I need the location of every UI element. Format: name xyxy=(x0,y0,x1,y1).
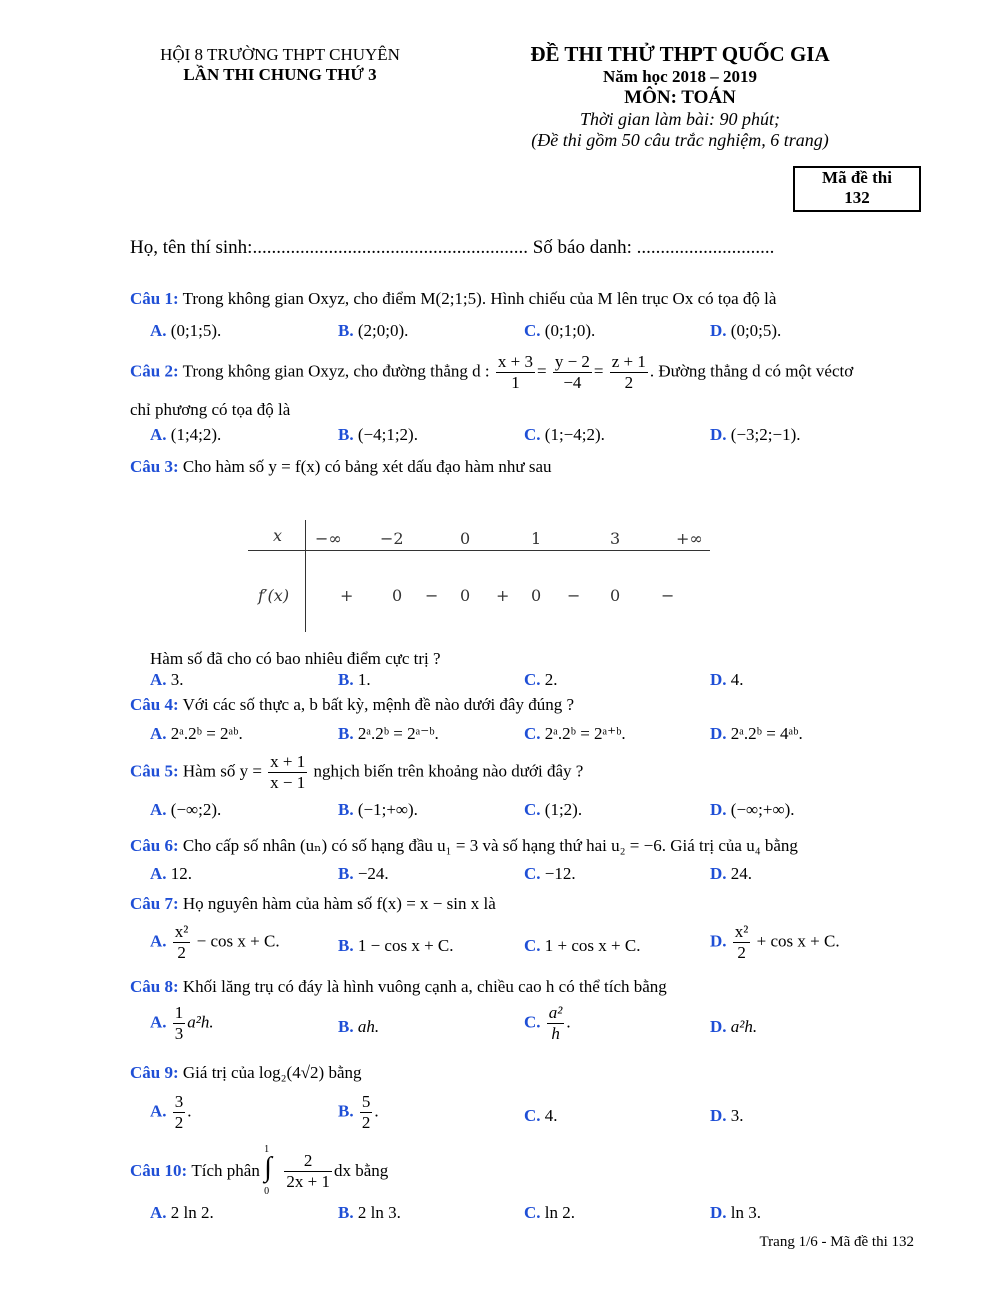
sign-table-sign: 0 xyxy=(460,586,471,605)
q5-option-c: C. (1;2). xyxy=(524,800,583,819)
question-6: Câu 6: Cho cấp số nhân (uₙ) có số hạng đầu u₁ = 3 và số hạng thứ hai u₂ = −6. Giá trị của u₄ bằng xyxy=(130,836,798,855)
q4-option-c: C. 2ᵃ.2ᵇ = 2ᵃ⁺ᵇ. xyxy=(524,724,626,743)
q2-option-d: D. (−3;2;−1). xyxy=(710,425,801,444)
question-3-prompt: Hàm số đã cho có bao nhiêu điểm cực trị ? xyxy=(150,649,441,668)
sign-table-point: +∞ xyxy=(676,529,703,548)
sign-table-fx-label: f′(x) xyxy=(258,586,290,605)
sign-table-sign: + xyxy=(340,586,354,605)
q3-option-d: D. 4. xyxy=(710,670,744,689)
q5-option-d: D. (−∞;+∞). xyxy=(710,800,795,819)
question-8: Câu 8: Khối lăng trụ có đáy là hình vuông cạnh a, chiều cao h có thể tích bằng xyxy=(130,977,667,996)
exam-code-label: Mã đề thi xyxy=(822,168,892,187)
q1-option-a: A. (0;1;5). xyxy=(150,321,222,340)
org-line-2: LẦN THI CHUNG THỨ 3 xyxy=(183,65,377,84)
sign-table-sign: 0 xyxy=(531,586,542,605)
sign-table-sign: − xyxy=(661,586,675,605)
question-3: Câu 3: Cho hàm số y = f(x) có bảng xét dấu đạo hàm như sau xyxy=(130,457,552,476)
q7-option-d: D. $\frac{\text{x²}}{2}$ + cos x + C. xyxy=(710,922,840,962)
sign-table-point: −2 xyxy=(380,529,404,548)
q9-option-b: B. $\frac{5}{2}$ . xyxy=(338,1092,379,1132)
q4-option-a: A. 2ᵃ.2ᵇ = 2ᵃᵇ. xyxy=(150,724,243,743)
sign-table-point: 1 xyxy=(531,529,542,548)
q2-option-a: A. (1;4;2). xyxy=(150,425,222,444)
q9-option-a: A. $\frac{3}{2}$ . xyxy=(150,1092,192,1132)
org-line-1: HỘI 8 TRƯỜNG THPT CHUYÊN xyxy=(160,45,400,64)
q9-option-d: D. 3. xyxy=(710,1106,744,1125)
q1-option-b: B. (2;0;0). xyxy=(338,321,409,340)
question-10: Câu 10: Tích phân ∫ 1 0 $\frac{2}{2x + 1}$ dx bằng xyxy=(130,1144,389,1197)
q7-option-a: A. $\frac{\text{x²}}{2}$ − cos x + C. xyxy=(150,922,280,962)
exam-title: ĐỀ THI THỬ THPT QUỐC GIA xyxy=(530,42,830,66)
sign-table-sign: − xyxy=(567,586,581,605)
q10-option-d: D. ln 3. xyxy=(710,1203,762,1222)
question-2: Câu 2: Trong không gian Oxyz, cho đường thẳng d : $\frac{x + 3}{1}$ = $\frac{y - 2}{-4}$ = $\frac{z + 1}{2}$ . Đường thẳng d có một véctơ xyxy=(130,352,854,392)
q4-option-b: B. 2ᵃ.2ᵇ = 2ᵃ⁻ᵇ. xyxy=(338,724,439,743)
sign-table-point: 0 xyxy=(460,529,471,548)
q5-option-b: B. (−1;+∞). xyxy=(338,800,418,819)
q8-option-c: C. $\frac{\text{a²}}{h}$ . xyxy=(524,1003,571,1043)
q3-option-c: C. 2. xyxy=(524,670,558,689)
question-5: Câu 5: Hàm số y = $\frac{x + 1}{x - 1}$ nghịch biến trên khoảng nào dưới đây ? xyxy=(130,752,584,792)
q1-option-d: D. (0;0;5). xyxy=(710,321,782,340)
question-9: Câu 9: Giá trị của log₂(4√2) bằng xyxy=(130,1063,362,1082)
sign-table-vline xyxy=(305,520,306,632)
sign-table-point: −∞ xyxy=(315,529,342,548)
q10-option-a: A. 2 ln 2. xyxy=(150,1203,214,1222)
q1-option-c: C. (0;1;0). xyxy=(524,321,596,340)
q8-option-b: B. ah. xyxy=(338,1017,380,1036)
q6-option-a: A. 12. xyxy=(150,864,193,883)
q3-option-a: A. 3. xyxy=(150,670,184,689)
q9-option-c: C. 4. xyxy=(524,1106,558,1125)
question-7: Câu 7: Họ nguyên hàm của hàm số f(x) = x − sin x là xyxy=(130,894,496,913)
sign-table-hline xyxy=(248,550,710,551)
sign-table-sign: 0 xyxy=(392,586,403,605)
q8-option-a: A. $\frac{1}{3}$ a²h. xyxy=(150,1003,214,1043)
q7-option-b: B. 1 − cos x + C. xyxy=(338,936,454,955)
sign-table-sign: 0 xyxy=(610,586,621,605)
sign-table-sign: + xyxy=(496,586,510,605)
exam-code-value: 132 xyxy=(844,188,870,207)
exam-note: (Đề thi gồm 50 câu trắc nghiệm, 6 trang) xyxy=(531,130,829,150)
q6-option-d: D. 24. xyxy=(710,864,753,883)
student-info-line: Họ, tên thí sinh:.......................................................... Số báo danh: ............................. xyxy=(130,237,775,258)
question-1: Câu 1: Trong không gian Oxyz, cho điểm M(2;1;5). Hình chiếu của M lên trục Ox có tọa độ là xyxy=(130,289,777,308)
q2-option-b: B. (−4;1;2). xyxy=(338,425,418,444)
q2-option-c: C. (1;−4;2). xyxy=(524,425,605,444)
exam-year: Năm học 2018 – 2019 xyxy=(603,67,757,86)
integral-sign: ∫ 1 0 xyxy=(264,1144,272,1197)
q8-option-d: D. a²h. xyxy=(710,1017,758,1036)
sign-table-sign: − xyxy=(425,586,439,605)
exam-time: Thời gian làm bài: 90 phút; xyxy=(579,109,781,129)
exam-subject: MÔN: TOÁN xyxy=(624,87,736,108)
exam-header xyxy=(470,42,890,151)
q6-option-b: B. −24. xyxy=(338,864,389,883)
q3-option-b: B. 1. xyxy=(338,670,371,689)
q5-option-a: A. (−∞;2). xyxy=(150,800,222,819)
page-footer: Trang 1/6 - Mã đề thi 132 xyxy=(759,1234,914,1250)
sign-table-x-label: x xyxy=(273,526,283,545)
org-name xyxy=(130,45,430,85)
q6-option-c: C. −12. xyxy=(524,864,576,883)
exam-code-box xyxy=(793,166,921,212)
q10-option-c: C. ln 2. xyxy=(524,1203,576,1222)
q10-option-b: B. 2 ln 3. xyxy=(338,1203,401,1222)
q4-option-d: D. 2ᵃ.2ᵇ = 4ᵃᵇ. xyxy=(710,724,803,743)
sign-table-point: 3 xyxy=(610,529,621,548)
question-2-line-2: chỉ phương có tọa độ là xyxy=(130,400,291,419)
question-4: Câu 4: Với các số thực a, b bất kỳ, mệnh đề nào dưới đây đúng ? xyxy=(130,695,575,714)
q7-option-c: C. 1 + cos x + C. xyxy=(524,936,641,955)
